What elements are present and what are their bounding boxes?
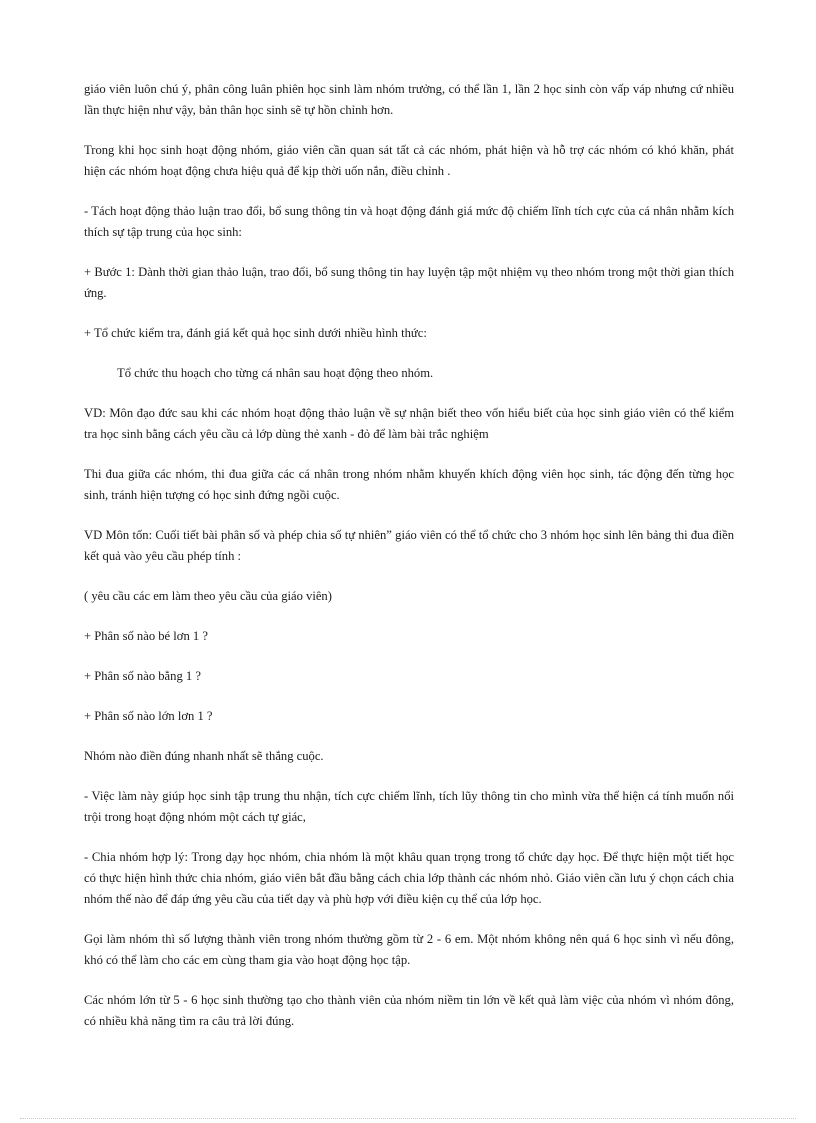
- paragraph: ( yêu cầu các em làm theo yêu cầu của giáo viên): [84, 589, 332, 603]
- paragraph: VD: Môn đạo đức sau khi các nhóm hoạt động thảo luận về sự nhận biết theo vốn hiểu biết của học sinh giáo viên có thể kiểm tra học sinh bằng cách yêu cầu cả lớp dùng thẻ xanh - đỏ để làm bài trắc nghiệm: [84, 406, 734, 441]
- paragraph: - Chia nhóm hợp lý: Trong dạy học nhóm, chia nhóm là một khâu quan trọng trong tổ chức dạy học. Để thực hiện một tiết học có thực hiện hình thức chia nhóm, giáo viên bắt đầu bằng cách chia lớp thành các nhóm nhỏ. Giáo viên cần lưu ý chọn cách chia nhóm thế nào để đáp ứng yêu cầu của tiết dạy và phù hợp với điều kiện cụ thể của lớp học.: [84, 850, 734, 906]
- paragraph: Các nhóm lớn từ 5 - 6 học sinh thường tạo cho thành viên của nhóm niềm tin lớn về kết quả làm việc của nhóm vì nhóm đông, có nhiều khả năng tìm ra câu trả lời đúng.: [84, 993, 734, 1028]
- paragraph: VD Môn tốn: Cuối tiết bài phân số và phép chia số tự nhiên” giáo viên có thể tổ chức cho 3 nhóm học sinh lên bảng thi đua điền kết quả vào yêu cầu phép tính :: [84, 528, 734, 563]
- paragraph: Thi đua giữa các nhóm, thi đua giữa các cá nhân trong nhóm nhằm khuyến khích động viên học sinh, tác động đến từng học sinh, tránh hiện tượng có học sinh đứng ngồi cuộc.: [84, 467, 734, 502]
- paragraph: Gọi làm nhóm thì số lượng thành viên trong nhóm thường gồm từ 2 - 6 em. Một nhóm không nên quá 6 học sinh vì nếu đông, khó có thể làm cho các em cùng tham gia vào hoạt động học tập.: [84, 932, 734, 967]
- paragraph: + Tổ chức kiểm tra, đánh giá kết quả học sinh dưới nhiều hình thức:: [84, 326, 427, 340]
- paragraph: - Tách hoạt động thảo luận trao đổi, bổ sung thông tin và hoạt động đánh giá mức độ chiếm lĩnh tích cực của cá nhân nhằm kích thích sự tập trung của học sinh:: [84, 204, 734, 239]
- paragraph: Nhóm nào điền đúng nhanh nhất sẽ thắng cuộc.: [84, 749, 324, 763]
- paragraph: + Bước 1: Dành thời gian thảo luận, trao đổi, bổ sung thông tin hay luyện tập một nhiệm vụ theo nhóm trong một thời gian thích ứng.: [84, 265, 734, 300]
- document-page: [84, 79, 734, 1051]
- paragraph: - Việc làm này giúp học sinh tập trung thu nhận, tích cực chiếm lĩnh, tích lũy thông tin cho mình vừa thể hiện cá tính muốn nổi trội trong hoạt động nhóm một cách tự giác,: [84, 789, 734, 824]
- paragraph-indented: Tổ chức thu hoạch cho từng cá nhân sau hoạt động theo nhóm.: [117, 366, 434, 380]
- list-item: + Phân số nào bé lơn 1 ?: [84, 629, 208, 643]
- paragraph: Trong khi học sinh hoạt động nhóm, giáo viên cần quan sát tất cả các nhóm, phát hiện và hỗ trợ các nhóm có khó khăn, phát hiện các nhóm hoạt động chưa hiệu quả để kịp thời uốn nắn, điều chỉnh .: [84, 143, 734, 178]
- page-bottom-divider: [20, 1118, 796, 1119]
- list-item: + Phân số nào lớn lơn 1 ?: [84, 709, 213, 723]
- list-item: + Phân số nào bằng 1 ?: [84, 669, 201, 683]
- paragraph: giáo viên luôn chú ý, phân công luân phiên học sinh làm nhóm trưởng, có thể lần 1, lần 2 học sinh còn vấp váp nhưng cứ nhiều lần thực hiện như vậy, bản thân học sinh sẽ tự hồn chỉnh hơn.: [84, 82, 734, 117]
